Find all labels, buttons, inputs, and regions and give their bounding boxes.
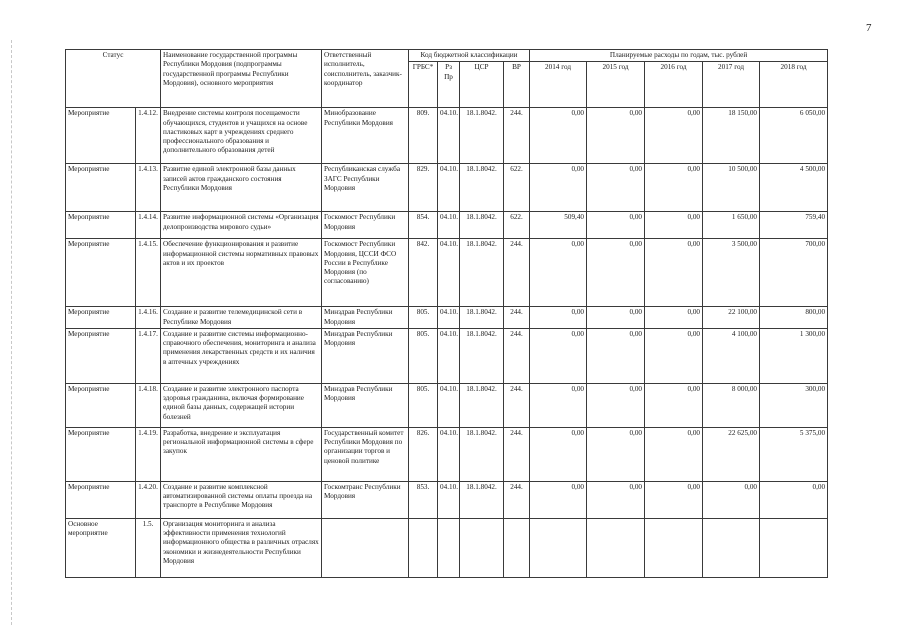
row-responsible: Минздрав Республики Мордовия	[322, 328, 409, 383]
row-2014: 0,00	[530, 328, 587, 383]
row-2014: 0,00	[530, 307, 587, 329]
row-csr: 18.1.8042.	[460, 383, 504, 427]
row-2017	[703, 518, 760, 577]
row-status: Мероприятие	[66, 383, 136, 427]
header-expenses: Планируемые расходы по годам, тыс. рублей	[530, 50, 828, 62]
header-csr: ЦСР	[460, 62, 504, 108]
header-year-2016: 2016 год	[645, 62, 703, 108]
row-vr: 244.	[504, 307, 530, 329]
row-2014: 0,00	[530, 164, 587, 212]
row-vr: 622.	[504, 212, 530, 239]
row-2018: 5 375,00	[760, 427, 828, 481]
row-rz-pr: 04.10.	[438, 108, 460, 164]
row-csr: 18.1.8042.	[460, 481, 504, 518]
row-name: Внедрение системы контроля посещаемости обучающихся, студентов и учащихся на основе пластиковых карт в учреждениях среднего профессионального образования и дополнительного образования детей	[161, 108, 322, 164]
row-status: Основное мероприятие	[66, 518, 136, 577]
row-2016: 0,00	[645, 307, 703, 329]
table-row	[66, 427, 828, 481]
row-2016: 0,00	[645, 239, 703, 307]
row-2018: 300,00	[760, 383, 828, 427]
row-vr: 622.	[504, 164, 530, 212]
row-2018: 1 300,00	[760, 328, 828, 383]
row-2017: 3 500,00	[703, 239, 760, 307]
row-2017: 10 500,00	[703, 164, 760, 212]
row-2017: 0,00	[703, 481, 760, 518]
row-responsible: Минздрав Республики Мордовия	[322, 307, 409, 329]
row-rz-pr: 04.10.	[438, 383, 460, 427]
header-budget-code: Код бюджетной классификации	[409, 50, 530, 62]
row-rz-pr: 04.10.	[438, 164, 460, 212]
row-number: 1.4.16.	[136, 307, 161, 329]
row-2014: 0,00	[530, 239, 587, 307]
row-2017: 22 625,00	[703, 427, 760, 481]
row-responsible: Госкомюст Республики Мордовия	[322, 212, 409, 239]
page-number: 7	[866, 22, 872, 34]
table-row	[66, 383, 828, 427]
table-row	[66, 108, 828, 164]
row-grbs	[409, 518, 438, 577]
row-csr: 18.1.8042.	[460, 307, 504, 329]
row-2016: 0,00	[645, 164, 703, 212]
row-2014: 0,00	[530, 383, 587, 427]
row-2014	[530, 518, 587, 577]
row-grbs: 809.	[409, 108, 438, 164]
table-row	[66, 518, 828, 577]
row-2018: 0,00	[760, 481, 828, 518]
row-grbs: 805.	[409, 383, 438, 427]
row-2015: 0,00	[587, 164, 645, 212]
table-body	[66, 108, 828, 578]
row-responsible: Республиканская служба ЗАГС Республики Мордовия	[322, 164, 409, 212]
row-grbs: 829.	[409, 164, 438, 212]
row-vr: 244.	[504, 108, 530, 164]
row-status: Мероприятие	[66, 164, 136, 212]
row-2016: 0,00	[645, 481, 703, 518]
row-name: Создание и развитие телемедицинской сети в Республике Мордовия	[161, 307, 322, 329]
header-status: Статус	[66, 50, 161, 108]
header-name: Наименование государственной программы Республики Мордовия (подпрограммы государственной программы Республики Мордовия), основного мероприятия	[161, 50, 322, 108]
header-year-2014: 2014 год	[530, 62, 587, 108]
header-year-2017: 2017 год	[703, 62, 760, 108]
row-2018: 4 500,00	[760, 164, 828, 212]
row-number: 1.4.12.	[136, 108, 161, 164]
row-vr: 244.	[504, 481, 530, 518]
row-2016	[645, 518, 703, 577]
row-responsible: Государственный комитет Республики Мордовия по организации торгов и ценовой политике	[322, 427, 409, 481]
row-2016: 0,00	[645, 328, 703, 383]
header-grbs: ГРБС*	[409, 62, 438, 108]
row-responsible: Госкомтранс Республики Мордовия	[322, 481, 409, 518]
header-rz-pr: Рз Пр	[438, 62, 460, 108]
row-2018	[760, 518, 828, 577]
row-status: Мероприятие	[66, 307, 136, 329]
row-2014: 0,00	[530, 481, 587, 518]
row-2015: 0,00	[587, 328, 645, 383]
row-name: Создание и развитие комплексной автоматизированной системы оплаты проезда на транспорте в Республике Мордовия	[161, 481, 322, 518]
row-2015: 0,00	[587, 383, 645, 427]
row-grbs: 854.	[409, 212, 438, 239]
row-2018: 759,40	[760, 212, 828, 239]
row-rz-pr	[438, 518, 460, 577]
budget-table	[65, 49, 828, 578]
row-rz-pr: 04.10.	[438, 427, 460, 481]
row-2017: 4 100,00	[703, 328, 760, 383]
row-csr: 18.1.8042.	[460, 164, 504, 212]
row-csr: 18.1.8042.	[460, 427, 504, 481]
table-row	[66, 307, 828, 329]
row-2015: 0,00	[587, 108, 645, 164]
header-vr: ВР	[504, 62, 530, 108]
row-vr	[504, 518, 530, 577]
row-grbs: 853.	[409, 481, 438, 518]
row-rz-pr: 04.10.	[438, 307, 460, 329]
row-2018: 800,00	[760, 307, 828, 329]
row-csr: 18.1.8042.	[460, 212, 504, 239]
row-rz-pr: 04.10.	[438, 481, 460, 518]
row-name: Создание и развитие электронного паспорта здоровья гражданина, включая формирование единой базы данных, содержащей истории болезней	[161, 383, 322, 427]
row-2014: 0,00	[530, 427, 587, 481]
row-2015: 0,00	[587, 481, 645, 518]
row-csr: 18.1.8042.	[460, 239, 504, 307]
row-2015: 0,00	[587, 212, 645, 239]
row-name: Развитие информационной системы «Организация делопроизводства мирового судьи»	[161, 212, 322, 239]
row-status: Мероприятие	[66, 212, 136, 239]
row-name: Разработка, внедрение и эксплуатация региональной информационной системы в сфере закупок	[161, 427, 322, 481]
row-name: Развитие единой электронной базы данных записей актов гражданского состояния Республики Мордовия	[161, 164, 322, 212]
row-number: 1.4.14.	[136, 212, 161, 239]
row-2014: 0,00	[530, 108, 587, 164]
row-grbs: 805.	[409, 328, 438, 383]
table-row	[66, 164, 828, 212]
row-number: 1.4.15.	[136, 239, 161, 307]
row-status: Мероприятие	[66, 239, 136, 307]
row-2016: 0,00	[645, 108, 703, 164]
row-2015	[587, 518, 645, 577]
row-csr	[460, 518, 504, 577]
row-grbs: 805.	[409, 307, 438, 329]
row-rz-pr: 04.10.	[438, 239, 460, 307]
row-responsible: Минздрав Республики Мордовия	[322, 383, 409, 427]
row-2014: 509,40	[530, 212, 587, 239]
row-2016: 0,00	[645, 212, 703, 239]
table-header	[66, 50, 828, 108]
row-2017: 8 000,00	[703, 383, 760, 427]
row-2015: 0,00	[587, 427, 645, 481]
row-2015: 0,00	[587, 239, 645, 307]
row-rz-pr: 04.10.	[438, 212, 460, 239]
table-row	[66, 212, 828, 239]
row-2017: 1 650,00	[703, 212, 760, 239]
row-vr: 244.	[504, 427, 530, 481]
table-row	[66, 328, 828, 383]
row-2016: 0,00	[645, 427, 703, 481]
row-name: Обеспечение функционирования и развитие информационной системы нормативных правовых актов и их проектов	[161, 239, 322, 307]
row-responsible: Госкомюст Республики Мордовия, ЦССИ ФСО России в Республике Мордовия (по согласованию)	[322, 239, 409, 307]
row-status: Мероприятие	[66, 481, 136, 518]
row-number: 1.4.20.	[136, 481, 161, 518]
row-status: Мероприятие	[66, 108, 136, 164]
row-vr: 244.	[504, 239, 530, 307]
row-responsible: Минобразование Республики Мордовия	[322, 108, 409, 164]
row-grbs: 842.	[409, 239, 438, 307]
row-2017: 22 100,00	[703, 307, 760, 329]
header-year-2015: 2015 год	[587, 62, 645, 108]
row-vr: 244.	[504, 383, 530, 427]
row-status: Мероприятие	[66, 328, 136, 383]
table-row	[66, 481, 828, 518]
row-2016: 0,00	[645, 383, 703, 427]
row-2017: 18 150,00	[703, 108, 760, 164]
row-rz-pr: 04.10.	[438, 328, 460, 383]
row-number: 1.4.18.	[136, 383, 161, 427]
row-number: 1.5.	[136, 518, 161, 577]
row-number: 1.4.19.	[136, 427, 161, 481]
row-responsible	[322, 518, 409, 577]
header-responsible: Ответственный исполнитель, соисполнитель, заказчик-координатор	[322, 50, 409, 108]
row-number: 1.4.17.	[136, 328, 161, 383]
header-year-2018: 2018 год	[760, 62, 828, 108]
row-vr: 244.	[504, 328, 530, 383]
row-grbs: 826.	[409, 427, 438, 481]
row-2018: 700,00	[760, 239, 828, 307]
row-2018: 6 050,00	[760, 108, 828, 164]
row-csr: 18.1.8042.	[460, 328, 504, 383]
row-2015: 0,00	[587, 307, 645, 329]
row-name: Создание и развитие системы информационно-справочного обеспечения, мониторинга и анализа применения лекарственных средств и их наличия в аптечных учреждениях	[161, 328, 322, 383]
row-number: 1.4.13.	[136, 164, 161, 212]
row-status: Мероприятие	[66, 427, 136, 481]
row-name: Организация мониторинга и анализа эффективности применения технологий информационного общества в различных отраслях экономики и жизнедеятельности Республики Мордовия	[161, 518, 322, 577]
table-row	[66, 239, 828, 307]
row-csr: 18.1.8042.	[460, 108, 504, 164]
binding-margin-line	[11, 40, 12, 625]
